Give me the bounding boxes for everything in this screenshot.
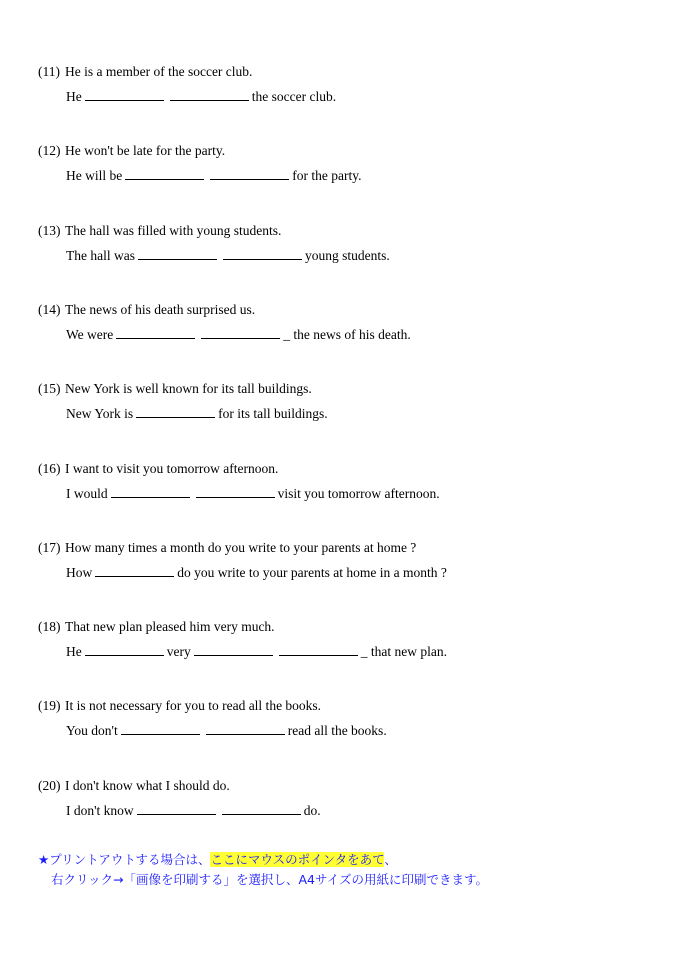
rewrite-suffix: _ the news of his death. [283,327,411,342]
rewrite-suffix: read all the books. [287,723,387,738]
original-sentence [38,777,658,795]
print-pointer-target[interactable]: ここにマウスのポインタをあて [210,852,385,867]
rewrite-sentence [38,722,658,740]
question-number: (19) [38,698,61,713]
question-number: (14) [38,302,61,317]
rewrite-prefix: The hall was [66,248,135,263]
rewrite-sentence [38,247,658,265]
answer-blank[interactable] [210,167,289,180]
question-number: (15) [38,381,61,396]
original-sentence [38,222,658,240]
question-number: (18) [38,619,61,634]
answer-blank[interactable] [196,485,275,498]
original-sentence [38,697,658,715]
rewrite-prefix: He will be [66,168,123,183]
rewrite-middle: very [166,644,191,659]
original-sentence [38,380,658,398]
rewrite-prefix: You don't [66,723,118,738]
sentence-text: I want to visit you tomorrow afternoon. [65,461,279,476]
answer-blank[interactable] [95,564,174,577]
answer-blank[interactable] [138,247,217,260]
question-item [38,777,658,820]
print-note-line-1 [38,850,658,870]
question-number: (11) [38,64,60,79]
question-item [38,222,658,265]
print-note-line-2: 右クリック→「画像を印刷する」を選択し、A4サイズの用紙に印刷できます。 [51,872,488,887]
rewrite-sentence [38,564,658,582]
original-sentence [38,539,658,557]
rewrite-prefix: I would [66,486,108,501]
question-item [38,63,658,106]
print-note-lead: プリントアウトする場合は、 [49,852,211,867]
question-item [38,142,658,185]
answer-blank[interactable] [136,405,215,418]
rewrite-prefix: He [66,644,82,659]
answer-blank[interactable] [85,643,164,656]
rewrite-suffix: do you write to your parents at home in a month ? [177,565,447,580]
rewrite-suffix: for the party. [292,168,362,183]
print-note-tail: 、 [384,852,397,867]
rewrite-suffix: do. [303,803,321,818]
answer-blank[interactable] [279,643,358,656]
rewrite-suffix: for its tall buildings. [218,406,328,421]
question-item [38,460,658,503]
question-number: (13) [38,223,61,238]
question-item [38,697,658,740]
rewrite-suffix: _ that new plan. [360,644,447,659]
answer-blank[interactable] [222,802,301,815]
question-number: (17) [38,540,61,555]
sentence-text: That new plan pleased him very much. [65,619,275,634]
answer-blank[interactable] [137,802,216,815]
question-item [38,380,658,423]
sentence-text: I don't know what I should do. [65,778,230,793]
original-sentence [38,301,658,319]
sentence-text: The hall was filled with young students. [65,223,282,238]
original-sentence [38,618,658,636]
rewrite-suffix: the soccer club. [251,89,337,104]
answer-blank[interactable] [206,722,285,735]
original-sentence [38,460,658,478]
answer-blank[interactable] [85,88,164,101]
answer-blank[interactable] [111,485,190,498]
rewrite-sentence [38,167,658,185]
rewrite-prefix: He [66,89,82,104]
rewrite-sentence [38,485,658,503]
question-item [38,539,658,582]
question-number: (16) [38,461,61,476]
question-item [38,618,658,661]
rewrite-suffix: young students. [304,248,390,263]
answer-blank[interactable] [223,247,302,260]
sentence-text: How many times a month do you write to your parents at home ? [65,540,417,555]
answer-blank[interactable] [194,643,273,656]
rewrite-prefix: New York is [66,406,134,421]
answer-blank[interactable] [125,167,204,180]
rewrite-prefix: I don't know [66,803,134,818]
sentence-text: He is a member of the soccer club. [65,64,253,79]
rewrite-sentence [38,326,658,344]
rewrite-suffix: visit you tomorrow afternoon. [277,486,440,501]
sentence-text: New York is well known for its tall buildings. [65,381,312,396]
rewrite-prefix: How [66,565,93,580]
sentence-text: It is not necessary for you to read all the books. [65,698,322,713]
answer-blank[interactable] [201,326,280,339]
answer-blank[interactable] [121,722,200,735]
answer-blank[interactable] [116,326,195,339]
original-sentence [38,63,658,81]
question-number: (20) [38,778,61,793]
print-note [38,850,658,890]
rewrite-sentence [38,802,658,820]
question-number: (12) [38,143,61,158]
question-item [38,301,658,344]
rewrite-sentence [38,643,658,661]
sentence-text: He won't be late for the party. [65,143,226,158]
answer-blank[interactable] [170,88,249,101]
star-icon: ★ [38,852,50,867]
rewrite-sentence [38,405,658,423]
rewrite-sentence [38,88,658,106]
original-sentence [38,142,658,160]
rewrite-prefix: We were [66,327,114,342]
sentence-text: The news of his death surprised us. [65,302,256,317]
